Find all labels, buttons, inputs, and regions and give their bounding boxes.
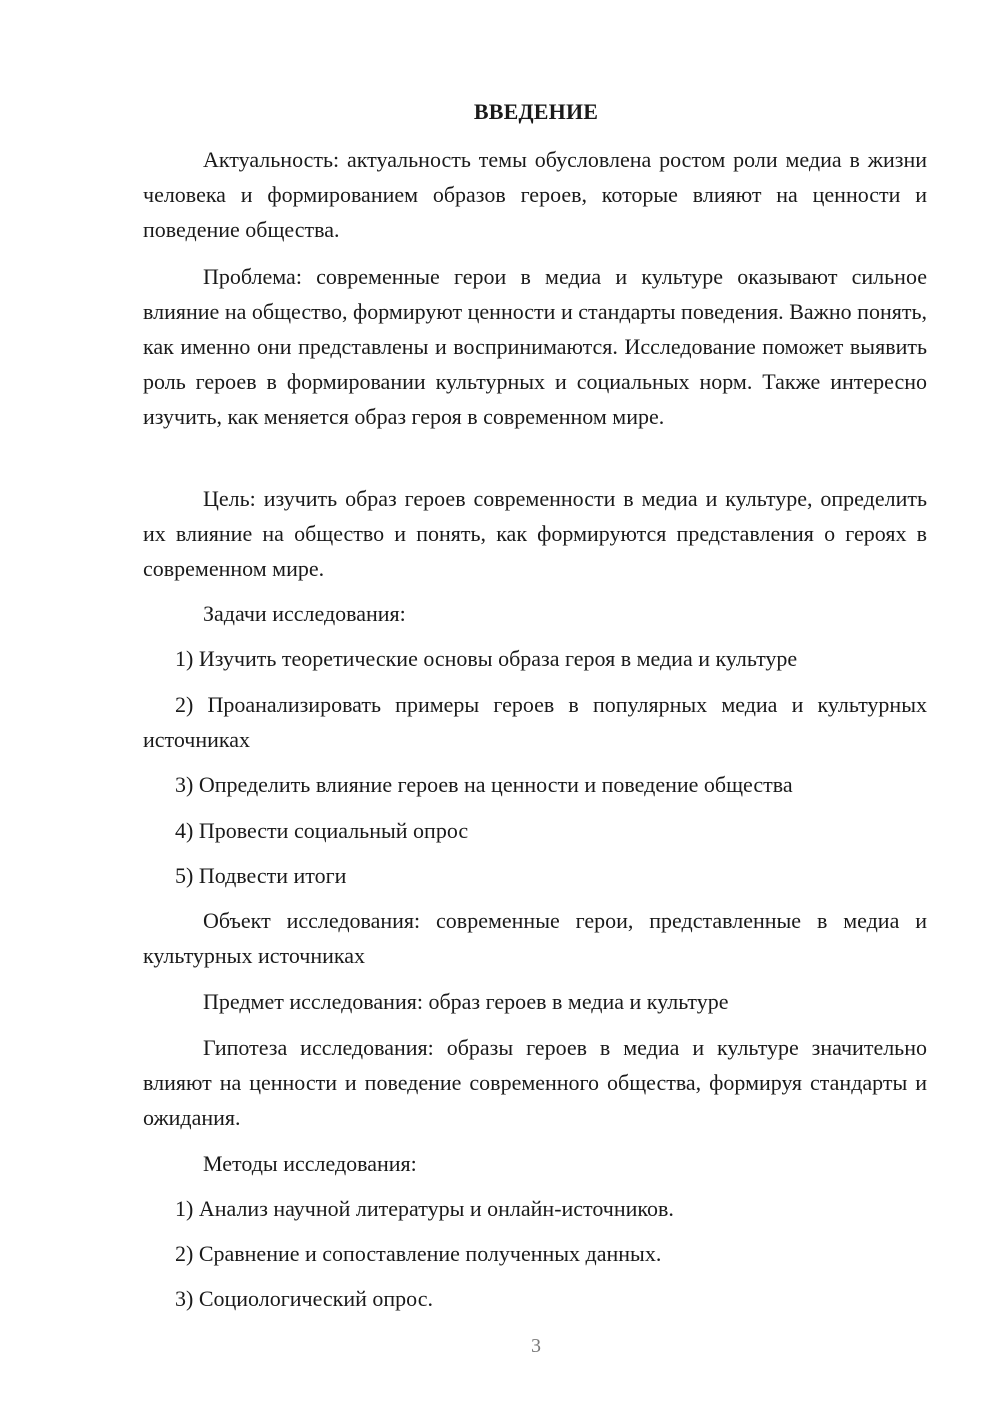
paragraph-relevance: Актуальность: актуальность темы обусловлена ростом роли медиа в жизни человека и формированием образов героев, которые влияют на ценности и поведение общества. (143, 147, 927, 242)
method-item-3: 3) Социологический опрос. (175, 1286, 433, 1311)
task-item-4: 4) Провести социальный опрос (175, 818, 469, 843)
paragraph-problem: Проблема: современные герои в медиа и культуре оказывают сильное влияние на общество, формируют ценности и стандарты поведения. Важно понять, как именно они представлены и воспринимаются. Исследование поможет выявить роль героев в формировании культурных и социальных норм. Также интересно изучить, как меняется образ героя в современном мире. (143, 264, 927, 429)
task-item-3: 3) Определить влияние героев на ценности и поведение общества (175, 772, 793, 797)
task-item-1: 1) Изучить теоретические основы образа героя в медиа и культуре (175, 646, 798, 671)
paragraph-object: Объект исследования: современные герои, представленные в медиа и культурных источниках (143, 908, 927, 968)
methods-heading: Методы исследования: (203, 1151, 417, 1176)
tasks-heading: Задачи исследования: (203, 601, 406, 626)
paragraph-goal: Цель: изучить образ героев современности в медиа и культуре, определить их влияние на общество и понять, как формируются представления о героях в современном мире. (143, 486, 927, 581)
paragraph-subject: Предмет исследования: образ героев в медиа и культуре (203, 989, 729, 1014)
section-title: ВВЕДЕНИЕ (473, 99, 599, 124)
task-item-5: 5) Подвести итоги (175, 863, 347, 888)
paragraph-hypothesis: Гипотеза исследования: образы героев в медиа и культуре значительно влияют на ценности и поведение современного общества, формируя стандарты и ожидания. (143, 1035, 927, 1130)
page-number: 3 (531, 1335, 541, 1357)
method-item-1: 1) Анализ научной литературы и онлайн-источников. (175, 1196, 674, 1221)
task-item-2: 2) Проанализировать примеры героев в популярных медиа и культурных источниках (143, 692, 927, 752)
method-item-2: 2) Сравнение и сопоставление полученных данных. (175, 1241, 662, 1266)
